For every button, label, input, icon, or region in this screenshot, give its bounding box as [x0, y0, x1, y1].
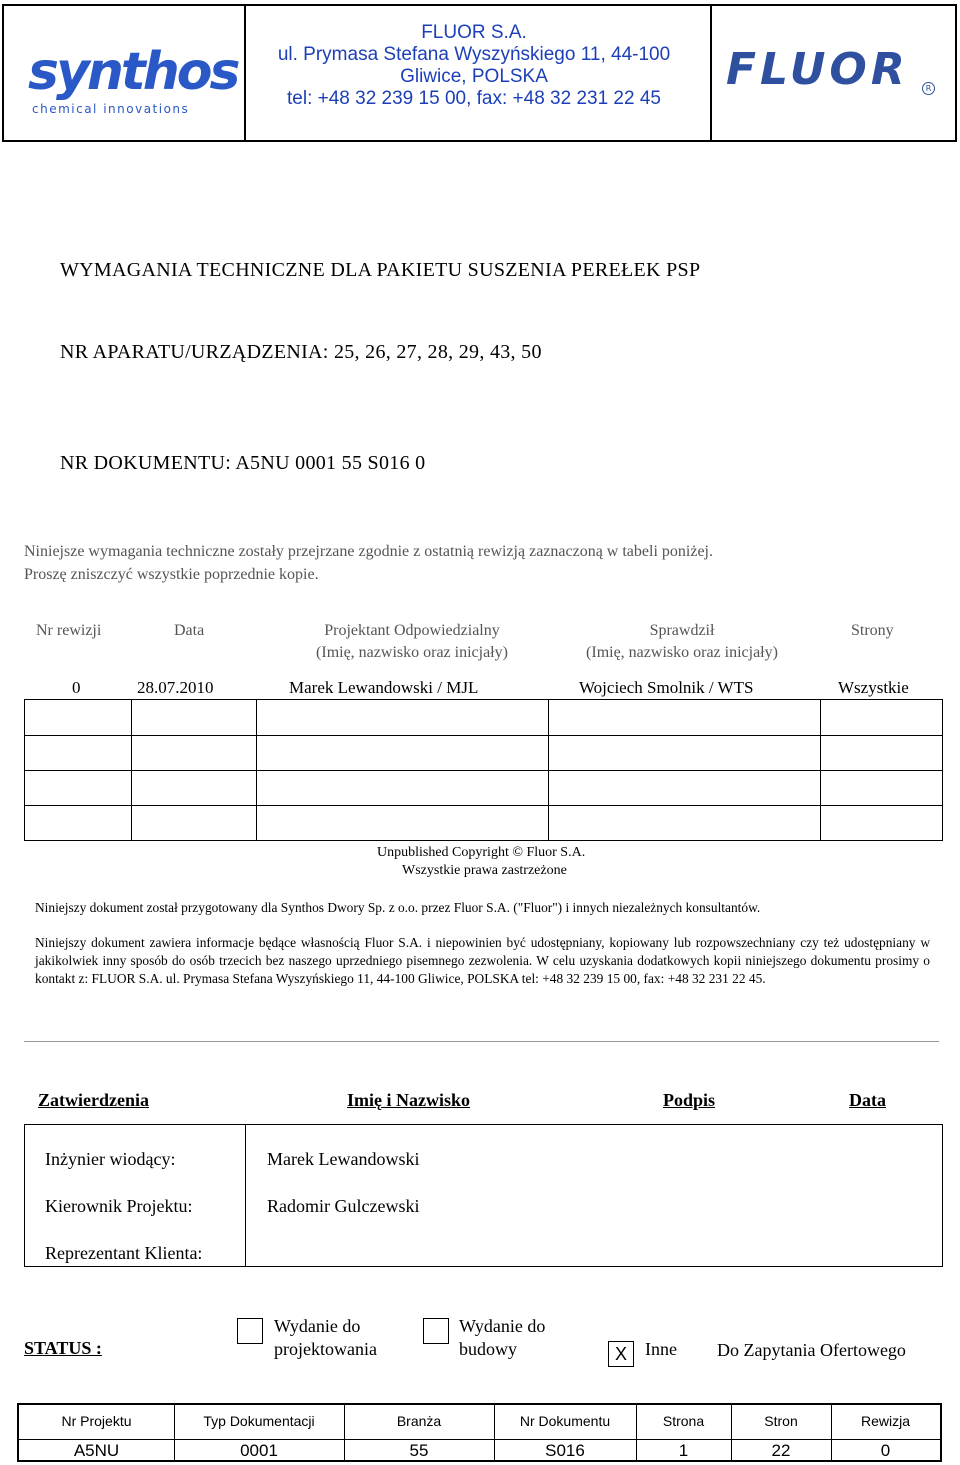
revision-table-grid	[24, 699, 943, 841]
status-option-construction	[459, 1315, 545, 1361]
rights-reserved: Wszystkie prawa zastrzeżone	[402, 863, 567, 878]
status-option-construction-line1: Wydanie do	[459, 1316, 546, 1336]
footer-header-revision: Rewizja	[860, 1413, 910, 1429]
footer-table	[17, 1403, 942, 1462]
rev-header-checker	[545, 620, 819, 664]
header-divider	[710, 6, 712, 140]
fluor-logo: FLUOR	[726, 44, 909, 95]
status-checkbox-other[interactable]: X	[608, 1341, 634, 1367]
intro-text	[24, 540, 713, 586]
footer-header-project: Nr Projektu	[61, 1413, 132, 1429]
status-option-design-line1: Wydanie do	[274, 1316, 361, 1336]
intro-line-1: Niniejsze wymagania techniczne zostały przejrzane zgodnie z ostatnią rewizją zaznaczoną w tabeli poniżej.	[24, 543, 713, 560]
address-line-2: Gliwice, POLSKA	[400, 66, 548, 87]
footer-header-doc-number: Nr Dokumentu	[519, 1413, 611, 1429]
approvals-header-name: Imię i Nazwisko	[347, 1090, 470, 1110]
rev-header-designer-title: Projektant Odpowiedzialny	[324, 622, 500, 639]
rev-row-number: 0	[72, 678, 81, 697]
synthos-logo	[28, 42, 238, 122]
company-address	[244, 22, 704, 110]
status-checkbox-design[interactable]	[237, 1318, 263, 1344]
address-line-1: ul. Prymasa Stefana Wyszyńskiego 11, 44-100	[277, 44, 671, 65]
device-numbers: NR APARATU/URZĄDZENIA: 25, 26, 27, 28, 29, 43, 50	[60, 341, 542, 363]
footer-value-doc-number: S016	[545, 1441, 585, 1460]
rev-header-pages: Strony	[851, 622, 894, 639]
approval-role-lead-engineer: Inżynier wiodący:	[45, 1149, 176, 1169]
footer-value-doc-type: 0001	[240, 1441, 278, 1460]
footer-header-page: Strona	[662, 1413, 705, 1429]
footer-value-revision: 0	[880, 1441, 891, 1460]
rev-header-number: Nr rewizji	[36, 622, 102, 639]
phone-line: tel: +48 32 239 15 00, fax: +48 32 231 22 45	[287, 88, 661, 109]
footer-header-pages: Stron	[764, 1413, 798, 1429]
footer-header-discipline: Branża	[396, 1413, 442, 1429]
status-other-text: Do Zapytania Ofertowego	[717, 1340, 906, 1360]
rev-row-pages: Wszystkie	[838, 678, 909, 697]
rev-header-checker-title: Sprawdził	[649, 622, 715, 639]
prepared-for-text: Niniejszy dokument został przygotowany dla Synthos Dwory Sp. z o.o. przez Fluor S.A. ("Fluor") i innych niezależnych konsultantów.	[35, 900, 761, 915]
footer-header-doc-type: Typ Dokumentacji	[203, 1413, 315, 1429]
footer-value-project: A5NU	[73, 1441, 120, 1460]
status-option-design	[274, 1315, 377, 1361]
rev-header-date: Data	[174, 622, 205, 639]
copyright-line: Unpublished Copyright © Fluor S.A.	[377, 845, 586, 860]
status-checkbox-construction[interactable]	[423, 1318, 449, 1344]
status-option-other: Inne	[645, 1339, 677, 1359]
approvals-header-signature: Podpis	[663, 1090, 716, 1110]
document-number: NR DOKUMENTU: A5NU 0001 55 S016 0	[60, 452, 426, 474]
synthos-logo-tagline: chemical innovations	[32, 102, 190, 116]
footer-value-page: 1	[678, 1441, 689, 1460]
status-option-construction-line2: budowy	[459, 1339, 517, 1359]
rev-row-date: 28.07.2010	[137, 678, 214, 697]
confidentiality-text: Niniejszy dokument zawiera informacje będące własnością Fluor S.A. i niepowinien być udostępniany, kopiowany lub rozpowszechniany czy też udostępniany w jakikolwiek inny sposób do osób trzecich bez naszego uprzedniego pisemnego zezwolenia. W celu uzyskania dodatkowych kopii niniejszego dokumentu prosimy o kontakt z: FLUOR S.A. ul. Prymasa Stefana Wyszyńskiego 11, 44-100 Gliwice, POLSKA tel: +48 32 239 15 00, fax: +48 32 231 22 45.	[35, 935, 930, 986]
approval-role-client-rep: Reprezentant Klienta:	[45, 1243, 203, 1263]
intro-line-2: Proszę zniszczyć wszystkie poprzednie kopie.	[24, 566, 319, 583]
registered-mark-icon: R	[922, 82, 935, 95]
approvals-header-role: Zatwierdzenia	[38, 1090, 149, 1110]
separator-line	[24, 1041, 939, 1042]
rev-header-designer-sub: (Imię, nazwisko oraz inicjały)	[316, 644, 508, 661]
company-name: FLUOR S.A.	[421, 22, 527, 43]
rev-header-designer	[262, 620, 562, 664]
footer-value-pages: 22	[771, 1441, 791, 1460]
approval-name-project-manager: Radomir Gulczewski	[267, 1196, 420, 1216]
footer-value-discipline: 55	[409, 1441, 429, 1460]
status-label: STATUS :	[24, 1338, 102, 1358]
rev-row-checker: Wojciech Smolnik / WTS	[579, 678, 754, 697]
approvals-header-date: Data	[849, 1090, 886, 1110]
approval-name-lead-engineer: Marek Lewandowski	[267, 1149, 420, 1169]
rev-row-designer: Marek Lewandowski / MJL	[289, 678, 479, 697]
status-option-design-line2: projektowania	[274, 1339, 377, 1359]
synthos-logo-word: synthos	[28, 42, 238, 102]
approval-role-project-manager: Kierownik Projektu:	[45, 1196, 193, 1216]
document-title: WYMAGANIA TECHNICZNE DLA PAKIETU SUSZENIA PEREŁEK PSP	[60, 259, 701, 281]
rev-header-checker-sub: (Imię, nazwisko oraz inicjały)	[586, 644, 778, 661]
